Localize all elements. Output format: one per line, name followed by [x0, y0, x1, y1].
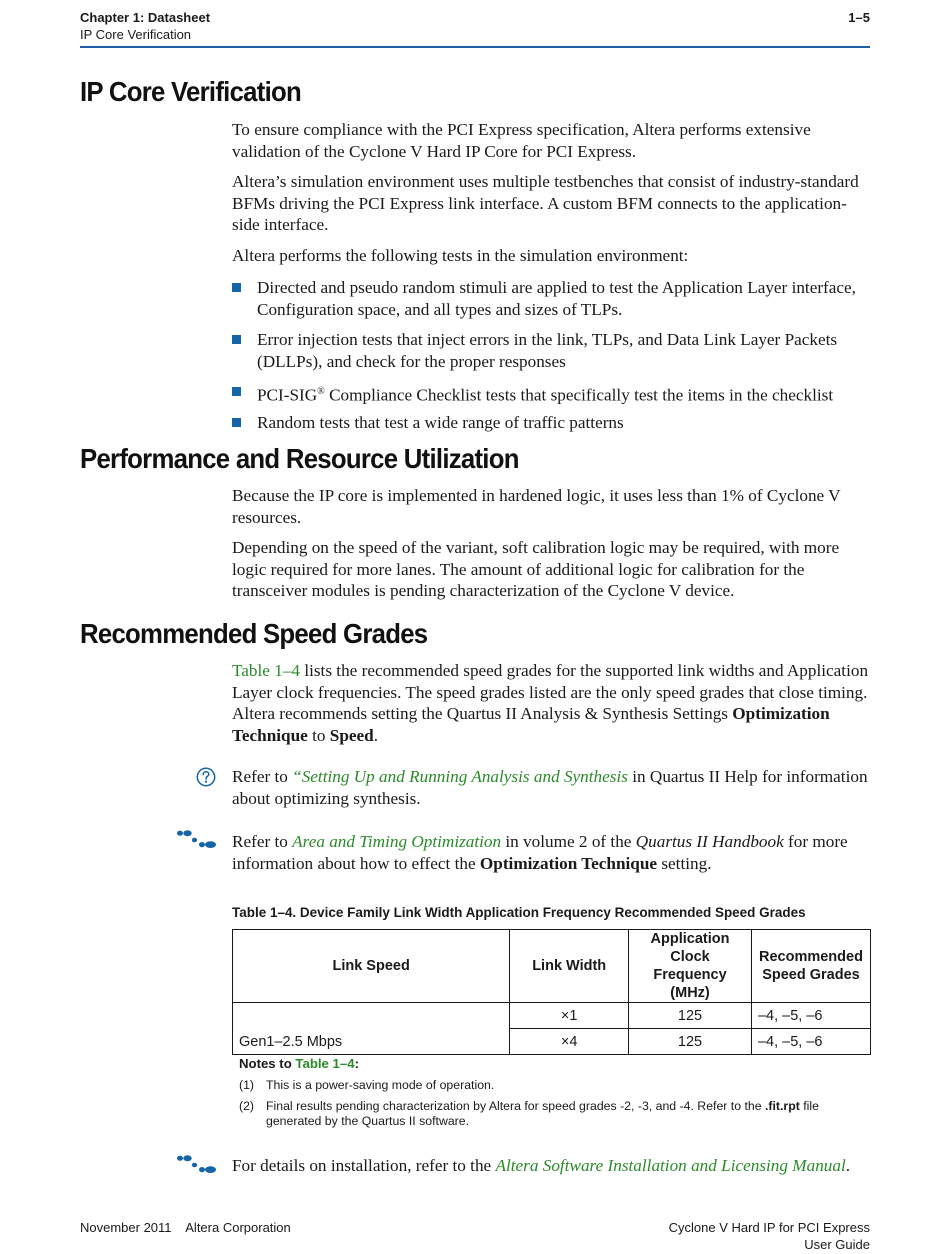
bullet-square-icon [232, 418, 241, 427]
text: in Quartus II Help for information about optimizing synthesis. [232, 767, 868, 808]
installation-manual-link[interactable]: Altera Software Installation and Licensing Manual [495, 1156, 846, 1175]
header-rule [80, 46, 870, 48]
table-caption: Table 1–4. Device Family Link Width Application Frequency Recommended Speed Grades [232, 905, 806, 921]
column-header-speed-grades: Recommended Speed Grades [751, 930, 870, 1003]
footsteps-icon [176, 1154, 218, 1176]
footsteps-icon [176, 829, 218, 851]
cell-link-speed: Gen1–2.5 Mbps [233, 1003, 510, 1055]
table-header-row [233, 930, 871, 1003]
cell-speed-grades: –4, –5, –6 [751, 1029, 870, 1055]
paragraph: Because the IP core is implemented in hardened logic, it uses less than 1% of Cyclone V resources. [232, 486, 841, 527]
paragraph [232, 660, 872, 746]
bullet-square-icon [232, 387, 241, 396]
footer-date-company: November 2011 Altera Corporation [80, 1220, 291, 1235]
table-reference-link[interactable]: Table 1–4 [295, 1056, 355, 1071]
text: for more information about how to effect the [232, 832, 848, 873]
running-header-chapter: Chapter 1: Datasheet [80, 10, 211, 25]
page-number: 1–5 [848, 10, 870, 25]
bold-optimization-technique: Optimization Technique [479, 853, 658, 873]
cell-link-width: ×4 [510, 1029, 629, 1055]
text: For details on installation, refer to the [232, 1156, 496, 1175]
heading-recommended-speed-grades: Recommended Speed Grades [80, 618, 428, 649]
text: Refer to [232, 767, 293, 786]
running-header-section: IP Core Verification [80, 27, 192, 42]
handbook-title: Quartus II Handbook [635, 832, 784, 851]
heading-performance: Performance and Resource Utilization [80, 443, 519, 474]
text: in volume 2 of the [501, 832, 636, 851]
text: file generated by the Quartus II software. [266, 1099, 819, 1128]
column-header-link-width: Link Width [510, 930, 629, 1003]
table-note-number: (1) [239, 1078, 255, 1092]
bold-speed: Speed [329, 725, 374, 745]
bold-filename: .fit.rpt [764, 1099, 800, 1113]
text: Final results pending characterization by Altera for speed grades -2, -3, and -4. Refer to the [266, 1099, 765, 1113]
cell-frequency: 125 [629, 1029, 752, 1055]
text: Notes to [239, 1056, 296, 1071]
text: to [307, 725, 330, 745]
text: . [845, 1156, 851, 1175]
cell-frequency: 125 [629, 1003, 752, 1029]
paragraph: Altera performs the following tests in the simulation environment: [232, 246, 689, 265]
paragraph: Depending on the speed of the variant, soft calibration logic may be required, with more logic required for more lanes. The amount of additional logic for calibration for the transceiver modules is pending characterization of the Cyclone V device. [232, 538, 840, 600]
column-header-link-speed: Link Speed [233, 930, 510, 1003]
table-reference-link[interactable]: Table 1–4 [232, 661, 301, 680]
table-note-text: This is a power-saving mode of operation. [266, 1078, 495, 1092]
list-item-text: Directed and pseudo random stimuli are applied to test the Application Layer interface, Configuration space, and all types and sizes of TLPs. [257, 278, 856, 319]
pci-sig-label: PCI-SIG [257, 385, 318, 405]
text: lists the recommended speed grades for the supported link widths and Application Layer clock frequencies. The speed grades listed are the only speed grades that close timing. Altera recommends setting the Quartus II Analysis & Synthesis Settings [232, 661, 869, 723]
table-notes-heading [239, 1056, 359, 1071]
column-header-clock-frequency: Application Clock Frequency (MHz) [629, 930, 752, 1003]
text: Refer to [232, 832, 293, 851]
text: : [354, 1056, 359, 1071]
paragraph: To ensure compliance with the PCI Express specification, Altera performs extensive validation of the Cyclone V Hard IP Core for PCI Express. [232, 120, 811, 161]
help-question-icon [196, 767, 216, 787]
table-note-text [266, 1099, 871, 1129]
bullet-square-icon [232, 283, 241, 292]
bold-optimization-technique: Optimization Technique [232, 704, 830, 745]
list-item-text [257, 381, 877, 406]
table-note-number: (2) [239, 1099, 255, 1113]
bullet-square-icon [232, 335, 241, 344]
area-timing-optimization-link[interactable]: Area and Timing Optimization [292, 832, 502, 851]
list-item-text: Random tests that test a wide range of traffic patterns [257, 413, 624, 432]
analysis-synthesis-link[interactable]: “Setting Up and Running Analysis and Synthesis [292, 767, 628, 786]
registered-mark: ® [317, 386, 325, 397]
table-row [233, 1003, 871, 1029]
text: . [373, 725, 378, 745]
list-item-text: Error injection tests that inject errors in the link, TLPs, and Data Link Layer Packets (DLLPs), and check for the proper responses [257, 330, 838, 371]
cell-speed-grades: –4, –5, –6 [751, 1003, 870, 1029]
note-paragraph [232, 766, 872, 809]
bullet-text: Compliance Checklist tests that specifically test the items in the checklist [329, 385, 834, 405]
footer-document-title: Cyclone V Hard IP for PCI Express [668, 1220, 870, 1235]
heading-ip-core-verification: IP Core Verification [80, 76, 302, 107]
paragraph: Altera’s simulation environment uses multiple testbenches that consist of industry-standard BFMs driving the PCI Express link interface. A custom BFM connects to the application-side interface. [232, 172, 859, 234]
speed-grades-table [232, 929, 871, 1055]
footer-document-subtitle: User Guide [804, 1237, 870, 1252]
text: setting. [657, 853, 712, 873]
note-paragraph [232, 1155, 872, 1177]
note-paragraph [232, 831, 872, 874]
cell-link-width: ×1 [510, 1003, 629, 1029]
